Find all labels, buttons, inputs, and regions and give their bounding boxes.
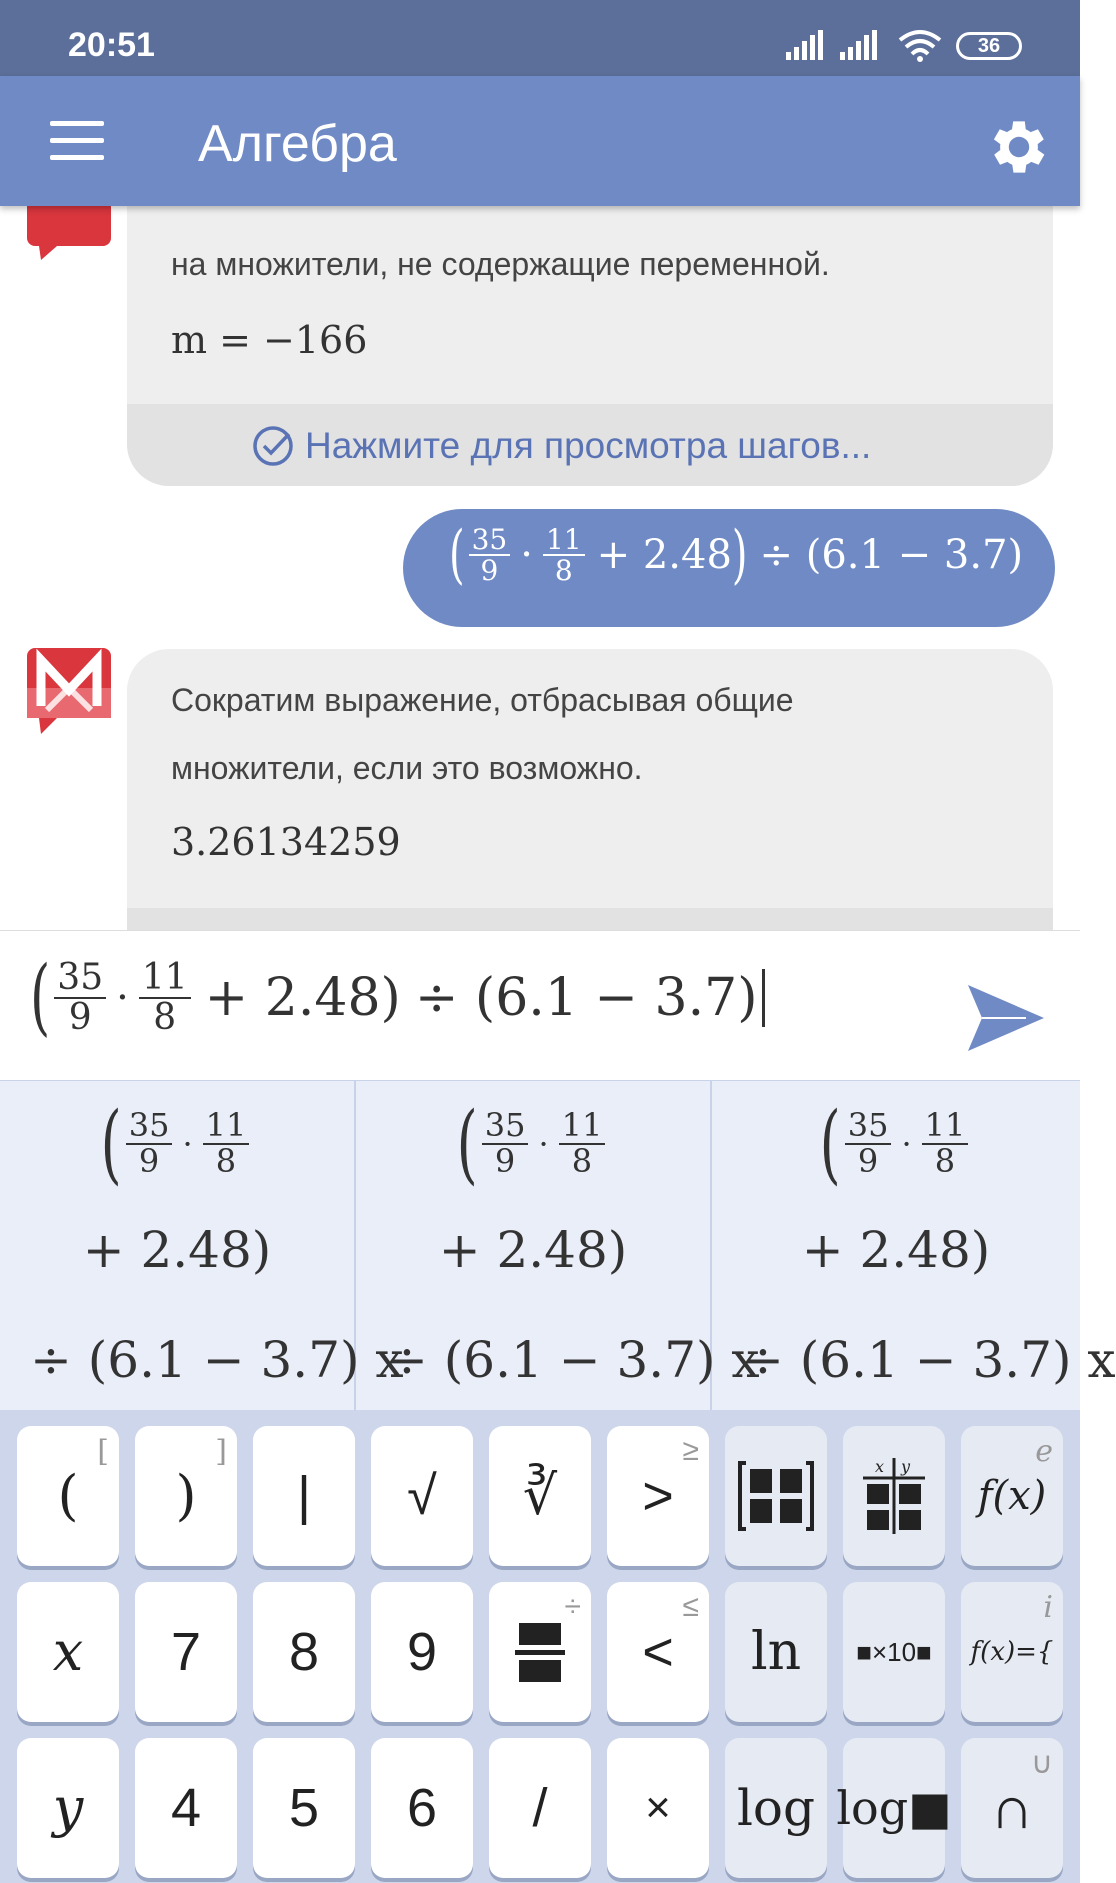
- page-title: Алгебра: [198, 115, 397, 173]
- frac-num: 11: [543, 525, 585, 556]
- key-abs[interactable]: [253, 1426, 355, 1566]
- key-matrix[interactable]: [725, 1426, 827, 1566]
- frac-num: 11: [203, 1109, 250, 1145]
- key-function[interactable]: [961, 1426, 1063, 1566]
- chat-area[interactable]: [0, 206, 1080, 930]
- key-less[interactable]: [607, 1582, 709, 1722]
- bot-message-text: на множители, не содержащие переменной.: [171, 246, 830, 282]
- menu-icon[interactable]: [50, 121, 104, 161]
- key-greater[interactable]: [607, 1426, 709, 1566]
- key-ln[interactable]: [725, 1582, 827, 1722]
- bot-result: 3.26134259: [171, 820, 401, 864]
- key-multiply[interactable]: [607, 1738, 709, 1878]
- key-label: log■: [836, 1781, 952, 1835]
- bot-result-previous: m = −166: [171, 318, 368, 362]
- key-piecewise[interactable]: [961, 1582, 1063, 1722]
- frac-num: 11: [139, 959, 191, 999]
- frac-num: 35: [469, 525, 511, 556]
- frac-num: 35: [126, 1109, 173, 1145]
- key-label: f(x)={: [970, 1637, 1054, 1667]
- key-label: 7: [170, 1622, 202, 1682]
- expr-part: + 2.48): [204, 967, 401, 1028]
- key-label: ln: [750, 1622, 802, 1682]
- key-label: ∛: [522, 1466, 558, 1526]
- key-alt-label: ]: [215, 1434, 227, 1469]
- frac-den: 9: [494, 1141, 516, 1180]
- key-label: /: [532, 1778, 548, 1838]
- math-keyboard: [0, 1410, 1080, 1883]
- svg-text:y: y: [901, 1457, 911, 1476]
- expr-part: ÷ (6.1 − 3.7): [414, 967, 758, 1028]
- key-label: >: [642, 1466, 674, 1526]
- suggestion-line: ÷ (6.1 − 3.7) x: [742, 1331, 1116, 1389]
- key-alt-label: ≤: [682, 1590, 699, 1623]
- key-log-base[interactable]: [836, 1738, 952, 1878]
- key-alt-label: ÷: [564, 1590, 581, 1623]
- frac-den: 9: [138, 1141, 160, 1180]
- suggestion-1[interactable]: ( $\frac{35}{9}$ · $\frac{11}{8}$ + 2.48) ÷ (6.1 − 3.7) x: [0, 1081, 356, 1411]
- key-nth-root[interactable]: [489, 1426, 591, 1566]
- key-fraction[interactable]: [489, 1582, 591, 1722]
- key-8[interactable]: [253, 1582, 355, 1722]
- key-label: 8: [288, 1622, 320, 1682]
- status-time: 20:51: [68, 26, 155, 64]
- send-button[interactable]: [966, 983, 1046, 1053]
- key-6[interactable]: [371, 1738, 473, 1878]
- suggestions-bar: [0, 1080, 1116, 1410]
- svg-text:x: x: [875, 1457, 885, 1476]
- key-label: 5: [288, 1778, 320, 1838]
- key-sqrt[interactable]: [371, 1426, 473, 1566]
- key-y[interactable]: [17, 1738, 119, 1878]
- cell-signal-icon: [786, 30, 826, 60]
- key-label: √: [407, 1466, 437, 1526]
- key-log[interactable]: [725, 1738, 827, 1878]
- key-label: ■×10■: [856, 1637, 932, 1667]
- steps-bar[interactable]: [127, 404, 1053, 486]
- frac-den: 9: [68, 996, 92, 1038]
- text-cursor: [762, 969, 765, 1027]
- key-7[interactable]: [135, 1582, 237, 1722]
- suggestion-2[interactable]: ( $\frac{35}{9}$ · $\frac{11}{8}$ + 2.48) ÷ (6.1 − 3.7) x: [356, 1081, 712, 1411]
- key-label: y: [52, 1776, 84, 1839]
- key-label: 9: [406, 1622, 438, 1682]
- frac-num: 11: [922, 1109, 969, 1145]
- key-alt-label: i: [1043, 1590, 1053, 1625]
- bot-message-line2: множители, если это возможно.: [171, 750, 643, 786]
- key-label: |: [296, 1466, 312, 1526]
- frac-den: 8: [554, 554, 573, 588]
- key-label: ×: [645, 1783, 671, 1832]
- frac-num: 35: [845, 1109, 892, 1145]
- frac-den: 9: [857, 1141, 879, 1180]
- key-label: f(x): [977, 1473, 1047, 1519]
- key-close-paren[interactable]: [135, 1426, 237, 1566]
- mathway-logo-icon: [27, 648, 111, 734]
- key-label: (: [57, 1464, 79, 1527]
- frac-den: 9: [480, 554, 499, 588]
- check-circle-icon: [251, 424, 295, 468]
- frac-den: 8: [571, 1141, 593, 1180]
- key-5[interactable]: [253, 1738, 355, 1878]
- suggestion-line: + 2.48): [82, 1221, 272, 1279]
- key-9[interactable]: [371, 1582, 473, 1722]
- input-area[interactable]: [0, 930, 1080, 1080]
- app-bar: [0, 76, 1080, 206]
- key-scientific[interactable]: [843, 1582, 945, 1722]
- matrix-icon: [738, 1461, 814, 1531]
- suggestion-line: ÷ (6.1 − 3.7) x: [30, 1331, 404, 1389]
- expr-part: ÷ (6.1 − 3.7): [759, 532, 1024, 579]
- key-x[interactable]: [17, 1582, 119, 1722]
- key-label: log: [736, 1779, 816, 1837]
- suggestion-3[interactable]: ( $\frac{35}{9}$ · $\frac{11}{8}$ + 2.48) ÷ (6.1 − 3.7) x: [712, 1081, 1080, 1411]
- table-icon: [861, 1456, 927, 1536]
- bot-message-line1: Сократим выражение, отбрасывая общие: [171, 682, 794, 718]
- expr-part: + 2.48: [596, 532, 732, 579]
- frac-den: 8: [934, 1141, 956, 1180]
- frac-num: 35: [54, 959, 106, 999]
- key-open-paren[interactable]: [17, 1426, 119, 1566]
- key-label: ): [175, 1464, 197, 1527]
- key-4[interactable]: [135, 1738, 237, 1878]
- status-bar: [0, 0, 1080, 76]
- user-message[interactable]: ( $\frac{35}{9}$ · $\frac{11}{8}$ + 2.48 ) ÷ (6.1 − 3.7): [403, 509, 1055, 627]
- battery-indicator: 36: [956, 32, 1022, 60]
- cell-signal-2-icon: [840, 30, 880, 60]
- gear-icon[interactable]: [984, 112, 1054, 182]
- wifi-icon: [898, 30, 942, 62]
- suggestion-line: + 2.48): [801, 1221, 991, 1279]
- frac-num: 11: [559, 1109, 606, 1145]
- suggestion-line: + 2.48): [438, 1221, 628, 1279]
- fraction-icon: [515, 1619, 565, 1685]
- key-label: ∩: [990, 1774, 1034, 1841]
- key-alt-label: ∪: [1031, 1747, 1053, 1780]
- key-label: 6: [406, 1778, 438, 1838]
- frac-den: 8: [153, 996, 177, 1038]
- frac-num: 35: [482, 1109, 529, 1145]
- expression-input[interactable]: ( $\frac{35}{9}$ · $\frac{11}{8}$ + 2.48) ÷ (6.1 − 3.7): [30, 959, 765, 1037]
- key-table[interactable]: [843, 1426, 945, 1566]
- key-label: 4: [170, 1778, 202, 1838]
- key-alt-label: e: [1035, 1434, 1053, 1469]
- view-steps-link[interactable]: Нажмите для просмотра шагов...: [305, 425, 872, 466]
- suggestion-line: ÷ (6.1 − 3.7) x: [386, 1331, 760, 1389]
- frac-den: 8: [215, 1141, 237, 1180]
- key-divide-slash[interactable]: [489, 1738, 591, 1878]
- key-label: <: [642, 1622, 674, 1682]
- key-alt-label: [: [97, 1434, 109, 1469]
- key-label: x: [52, 1620, 84, 1683]
- key-intersection[interactable]: [961, 1738, 1063, 1878]
- key-alt-label: ≥: [682, 1434, 699, 1467]
